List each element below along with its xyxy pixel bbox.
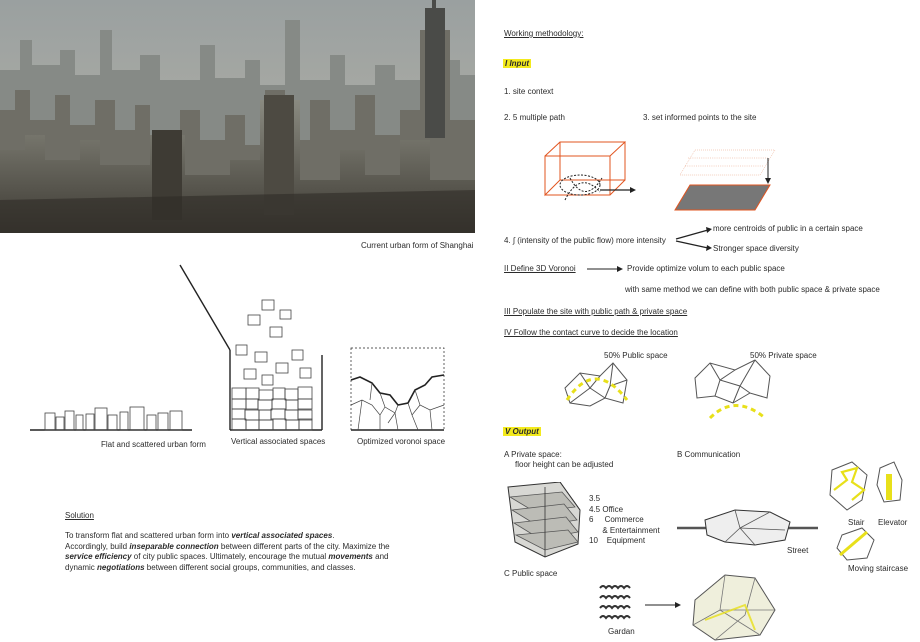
step-informed-points: 3. set informed points to the site — [643, 113, 757, 122]
private-space-label: A Private space: — [504, 450, 562, 459]
solution-text: To transform flat and scattered urban form into vertical associated spaces. Accordingly, build inseparable connection between different parts of the city. Maximize the service efficiency of city public spaces. Ultimately, encourage the mutual movements and dynamic negotiations between different social groups, communities, and classes. — [65, 531, 390, 572]
define-result: Provide optimize volum to each public space — [627, 264, 785, 273]
garden-label: Gardan — [608, 627, 635, 636]
define-note: with same method we can define with both public space & private space — [625, 285, 880, 294]
shanghai-skyline-photo — [0, 0, 475, 233]
point-cloud-diagram — [675, 150, 775, 210]
site-box-diagram — [545, 142, 625, 195]
solution-heading: Solution — [65, 511, 94, 520]
intensity-arrows — [672, 225, 714, 253]
public-percentage: 50% Public space — [604, 351, 668, 360]
private-space-volume — [500, 482, 588, 562]
vertical-circulation-diagrams — [822, 460, 920, 565]
label-flat-urban-form: Flat and scattered urban form — [101, 440, 206, 449]
output-heading: V Output — [505, 427, 539, 436]
result-more-centroids: more centroids of public in a certain space — [713, 224, 863, 233]
define-arrow — [585, 264, 625, 274]
garden-pattern — [600, 586, 630, 618]
follow-step: IV Follow the contact curve to decide the location — [504, 328, 678, 337]
street-label: Street — [787, 546, 809, 555]
elevator-label: Elevator — [878, 518, 908, 527]
populate-step: III Populate the site with public path & private space — [504, 307, 688, 316]
floor-height-note: floor height can be adjusted — [515, 460, 614, 469]
photo-caption: Current urban form of Shanghai — [361, 241, 474, 250]
flat-urban-form-diagram — [30, 407, 192, 430]
input-illustrations — [540, 130, 800, 215]
private-percentage: 50% Private space — [750, 351, 817, 360]
label-vertical-spaces: Vertical associated spaces — [231, 437, 326, 446]
communication-label: B Communication — [677, 450, 741, 459]
methodology-title: Working methodology: — [504, 29, 584, 38]
floor-list: 3.5 4.5 Office 6 Commerce & Entertainment 10 Equipment — [589, 494, 660, 545]
vertical-spaces-diagram — [180, 265, 322, 430]
step-intensity: 4. ∫ (intensity of the public flow) more intensity — [504, 236, 666, 245]
public-space-label: C Public space — [504, 569, 558, 578]
step-multiple-path: 2. 5 multiple path — [504, 113, 565, 122]
stair-label: Stair — [848, 518, 865, 527]
step-site-context: 1. site context — [504, 87, 554, 96]
communication-street-diagram — [675, 500, 820, 550]
label-voronoi-space: Optimized voronoi space — [357, 437, 446, 446]
contact-curve-diagrams — [555, 358, 825, 420]
moving-staircase-label: Moving staircase — [848, 564, 909, 573]
urban-form-diagrams — [0, 255, 470, 455]
define-voronoi-heading: II Define 3D Voronoi — [504, 264, 576, 273]
input-heading: I Input — [505, 59, 529, 68]
voronoi-space-diagram — [351, 348, 444, 430]
result-space-diversity: Stronger space diversity — [713, 244, 799, 253]
